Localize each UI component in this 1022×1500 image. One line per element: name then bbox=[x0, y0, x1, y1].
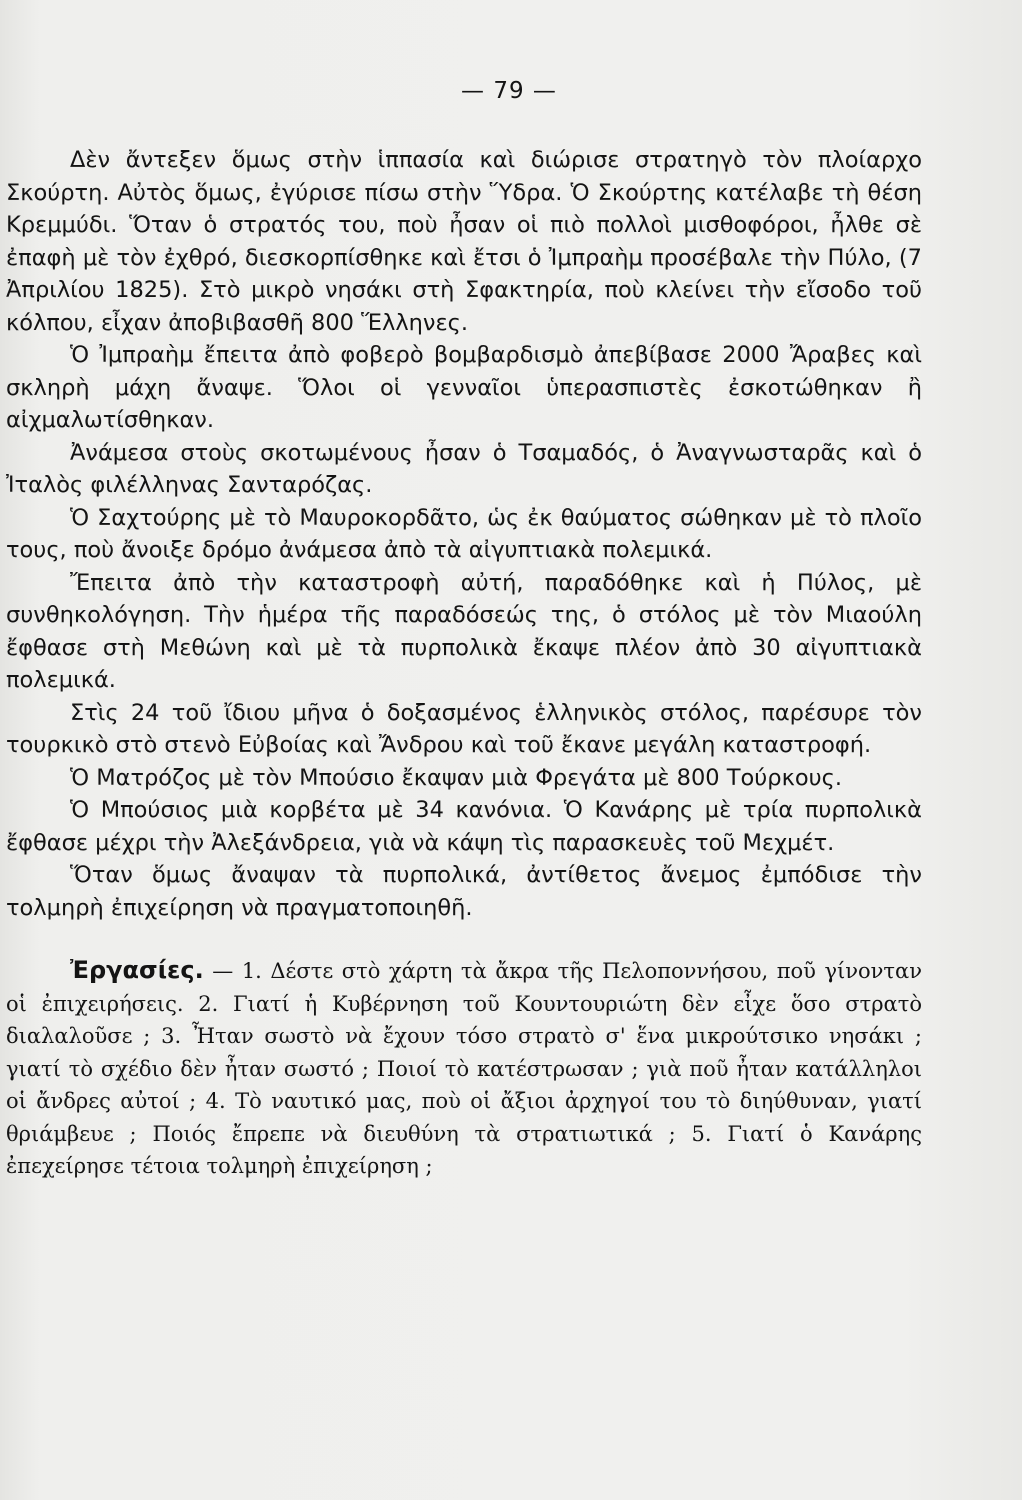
exercises-heading: Ἐργασίες. bbox=[70, 956, 204, 984]
paragraph: Ἔπειτα ἀπὸ τὴν καταστροφὴ αὐτή, παραδόθηκε καὶ ἡ Πύλος, μὲ συνθηκολόγηση. Τὴν ἡμέρα τῆς παραδόσεώς της, ὁ στόλος μὲ τὸν Μιαούλη ἔφθασε στὴ Μεθώνη καὶ μὲ τὰ πυρπολικὰ ἔκαψε πλέον ἀπὸ 30 αἰγυπτιακὰ πολεμικά. bbox=[6, 569, 922, 693]
paragraph: Ὁ Σαχτούρης μὲ τὸ Μαυροκορδᾶτο, ὡς ἐκ θαύματος σώθηκαν μὲ τὸ πλοῖο τους, ποὺ ἄνοιξε δρόμο ἀνάμεσα ἀπὸ τὰ αἰγυπτιακὰ πολεμικά. bbox=[6, 504, 922, 563]
paragraph: Ὁ Ματρόζος μὲ τὸν Μπούσιο ἔκαψαν μιὰ Φρεγάτα μὲ 800 Τούρκους. bbox=[70, 764, 842, 791]
page-number: — 79 — bbox=[461, 78, 557, 104]
paragraph: Δὲν ἄντεξεν ὅμως στὴν ἱππασία καὶ διώρισε στρατηγὸ τὸν πλοίαρχο Σκούρτη. Αὐτὸς ὅμως, ἐγύρισε πίσω στὴν Ὕδρα. Ὁ Σκούρτης κατέλαβε τὴ θέση Κρεμμύδι. Ὅταν ὁ στρατός του, ποὺ ἦσαν οἱ πιὸ πολλοὶ μισθοφόροι, ἦλθε σὲ ἐπαφὴ μὲ τὸν ἐχθρό, διεσκορπίσθηκε καὶ ἔτσι ὁ Ἰμπραὴμ προσέβαλε τὴν Πύλο, (7 Ἀπριλίου 1825). Στὸ μικρὸ νησάκι στὴ Σφακτηρία, ποὺ κλείνει τὴν εἴσοδο τοῦ κόλπου, εἶχαν ἀποβιβασθῆ 800 Ἕλληνες. bbox=[6, 147, 922, 336]
paragraph: Ὅταν ὅμως ἄναψαν τὰ πυρπολικά, ἀντίθετος ἄνεμος ἐμπόδισε τὴν τολμηρὴ ἐπιχείρηση νὰ πραγματοποιηθῆ. bbox=[6, 862, 922, 921]
paragraph: Ὁ Ἰμπραὴμ ἔπειτα ἀπὸ φοβερὸ βομβαρδισμὸ ἀπεβίβασε 2000 Ἄραβες καὶ σκληρὴ μάχη ἄναψε. Ὅλοι οἱ γενναῖοι ὑπερασπιστὲς ἐσκοτώθηκαν ἢ αἰχμαλωτίσθηκαν. bbox=[6, 342, 922, 433]
paragraph: Ὁ Μπούσιος μιὰ κορβέτα μὲ 34 κανόνια. Ὁ Κανάρης μὲ τρία πυρπολικὰ ἔφθασε μέχρι τὴν Ἀλεξάνδρεια, γιὰ νὰ κάψη τὶς παρασκευὲς τοῦ Μεχμέτ. bbox=[6, 797, 922, 856]
exercises-text: — 1. Δέστε στὸ χάρτη τὰ ἄκρα τῆς Πελοποννήσου, ποῦ γίνονταν οἱ ἐπιχειρήσεις. 2. Γιατί ἡ Κυβέρνηση τοῦ Κουντουριώτη δὲν εἶχε ὅσο στρατὸ διαλαλοῦσε ; 3. Ἦταν σωστὸ νὰ ἔχουν τόσο στρατὸ σ' ἕνα μικρούτσικο νησάκι ; γιατί τὸ σχέδιο δὲν ἦταν σωστό ; Ποιοί τὸ κατέστρωσαν ; γιὰ ποῦ ἦταν κατάλληλοι οἱ ἄνδρες αὐτοί ; 4. Τὸ ναυτικό μας, ποὺ οἱ ἄξιοι ἀρχηγοί του τὸ διηύθυναν, γιατί θριάμβευε ; Ποιός ἔπρεπε νὰ διευθύνη τὰ στρατιωτικά ; 5. Γιατί ὁ Κανάρης ἐπεχείρησε τέτοια τολμηρὴ ἐπιχείρηση ; bbox=[6, 959, 922, 1178]
main-text bbox=[6, 144, 922, 924]
paragraph: Ἀνάμεσα στοὺς σκοτωμένους ἦσαν ὁ Τσαμαδός, ὁ Ἀναγνωσταρᾶς καὶ ὁ Ἰταλὸς φιλέλληνας Σανταρόζας. bbox=[6, 439, 922, 498]
paragraph: Στὶς 24 τοῦ ἴδιου μῆνα ὁ δοξασμένος ἑλληνικὸς στόλος, παρέσυρε τὸν τουρκικὸ στὸ στενὸ Εὐβοίας καὶ Ἄνδρου καὶ τοῦ ἔκανε μεγάλη καταστροφή. bbox=[6, 699, 922, 758]
exercises-section bbox=[6, 954, 922, 1183]
